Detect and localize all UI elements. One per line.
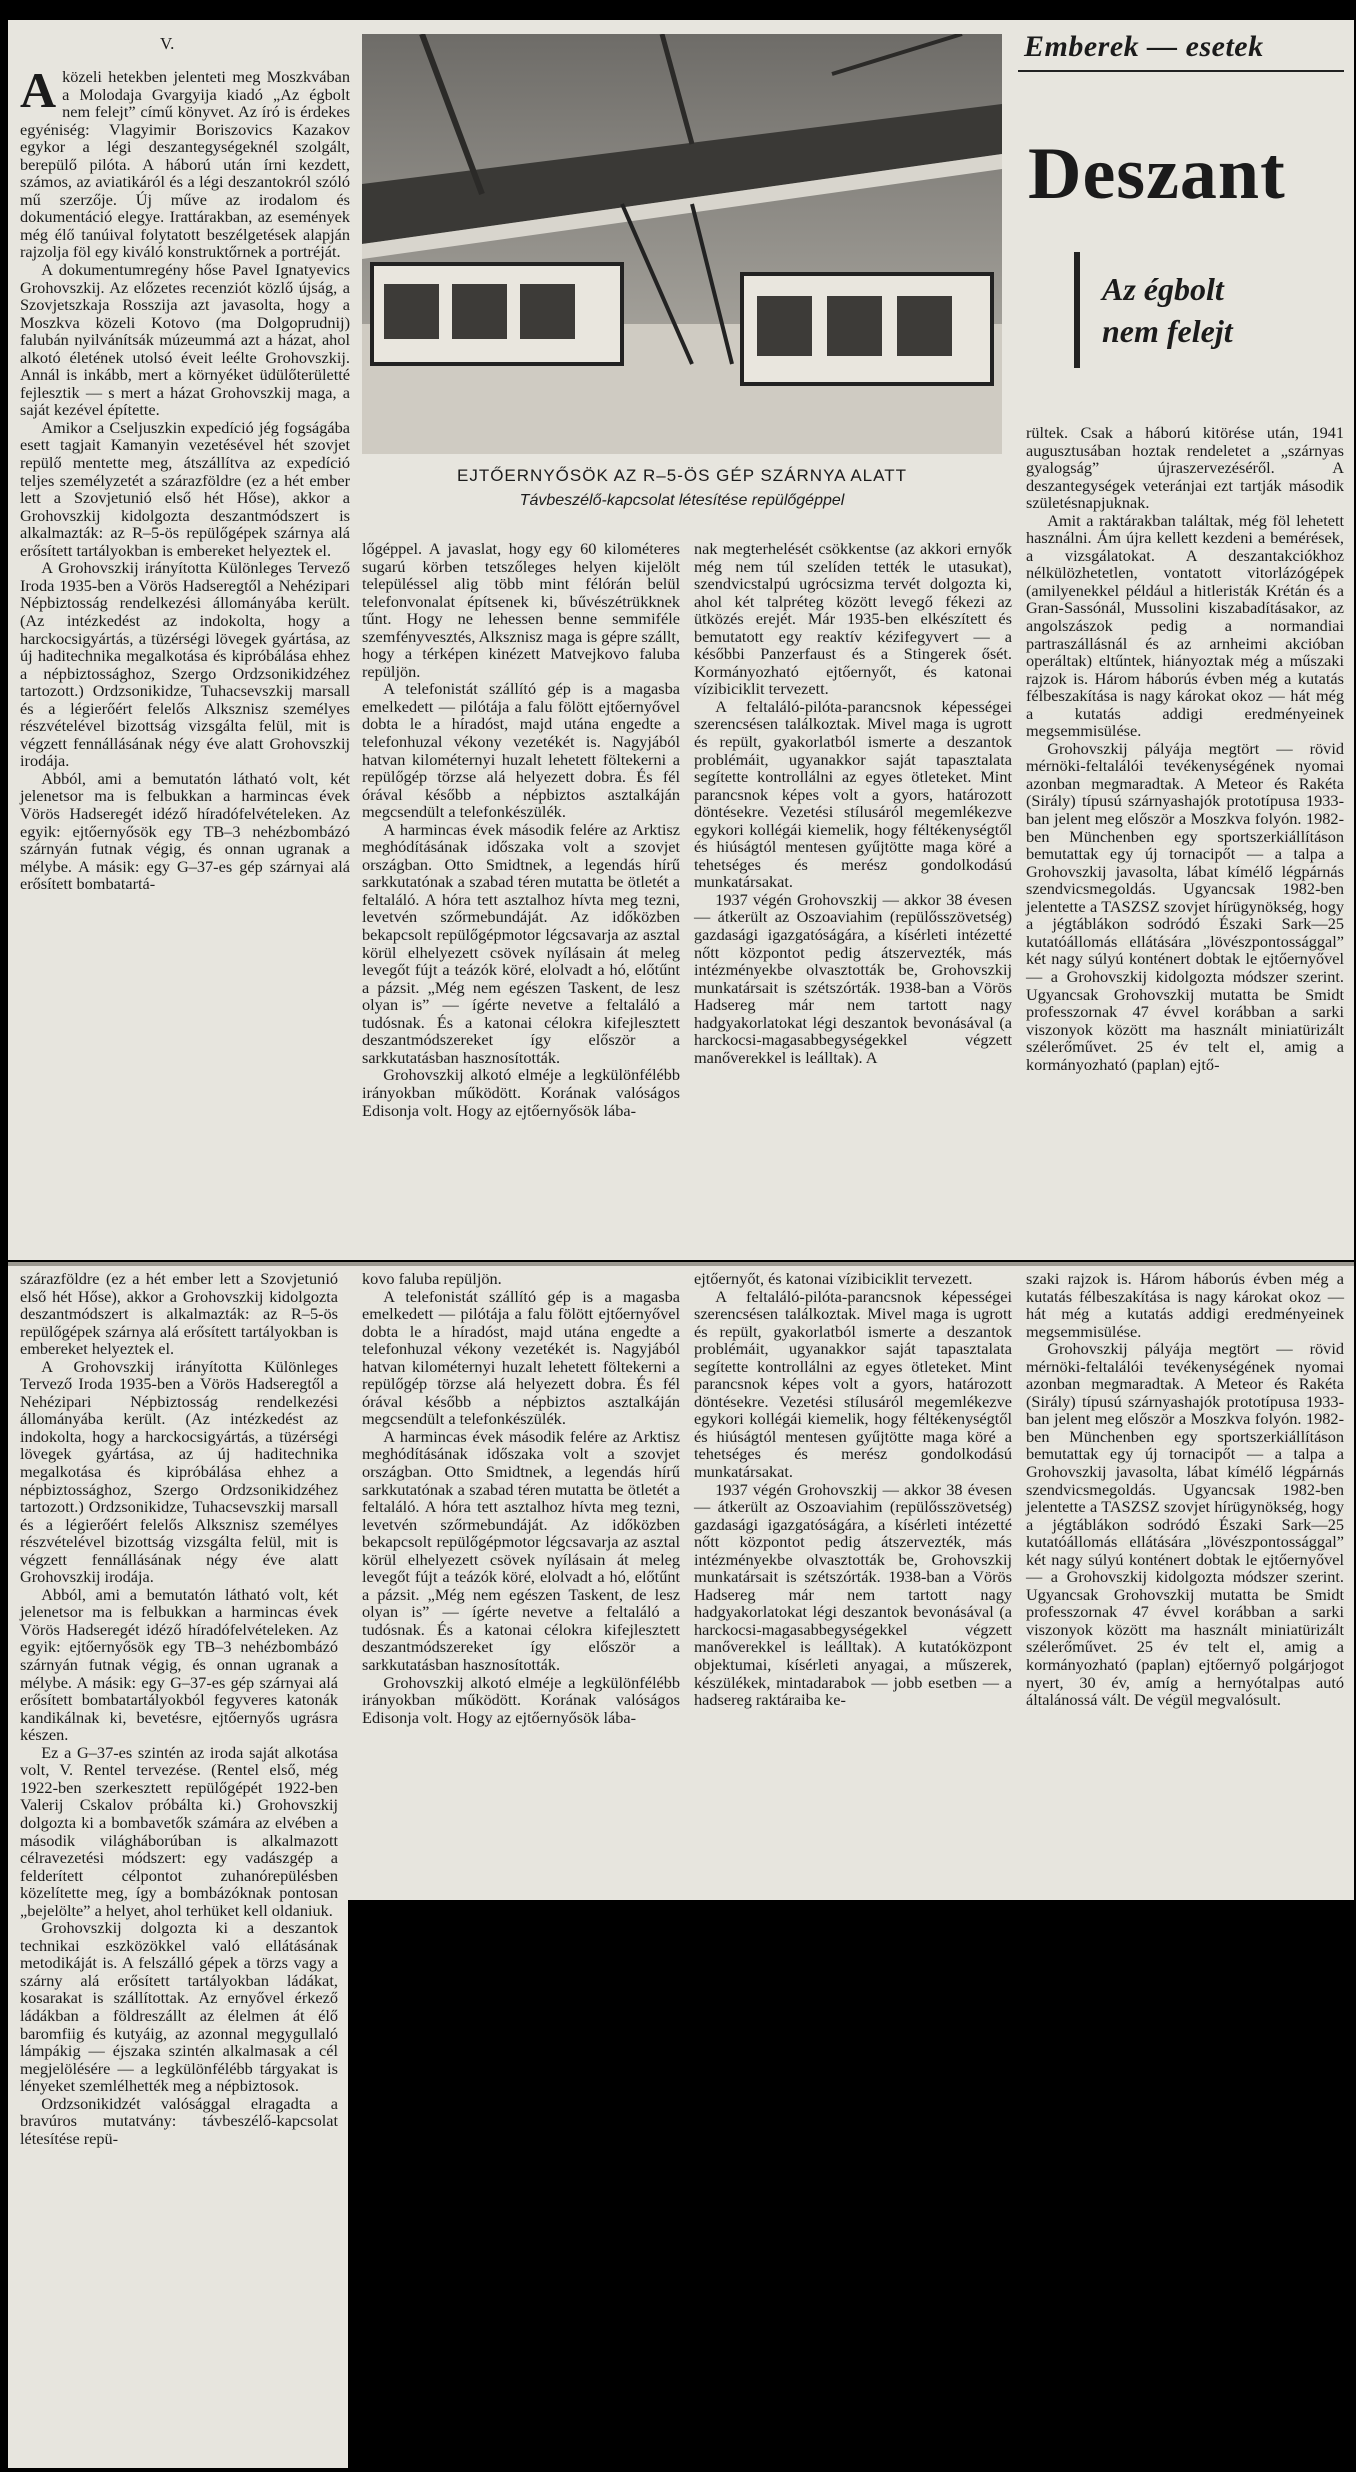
paragraph: Abból, ami a bemutatón látható volt, két jelenetsor ma is felbukkan a harmincas évek Vörös Hadseregét idéző híradófelvételeken. Az egyik: ejtőernyősök egy TB–3 nehézbombázó szárnyán futnak végig, és onnan ugranak a mélybe. A másik: egy G–37-es gép szárnyai alá erősített bombatartá-: [20, 768, 350, 894]
subheadline-line-2: nem felejt: [1102, 313, 1233, 349]
paragraph: Ordzsonikidzét valósággal elragadta a bravúros mutatvány: távbeszélő-kapcsolat létesítése repü-: [20, 2093, 338, 2148]
paragraph: Amit a raktárakban találtak, még föl lehetett használni. Ám újra kellett kezdeni a bemérések, a vizsgálatokat. A deszantakciókhoz nélkülözhetetlen, vontatott vitorlázógépek (amilyenekkel például a hitleristák Krétán és a Gran-Sassónál, Mussolini kiszabadításakor, az angolszászok pedig a normandiai partraszállásnál és az arnheimi akcióban operáltak) eltűntek, hiányoztak még a műszaki rajzok is. Három háborús évben még a kutatás félbeszakítása is nagy károkat okoz — hát még a kutatás addigi eredményeinek megsemmisülése.: [1026, 510, 1344, 741]
paragraph: 1937 végén Grohovszkij — akkor 38 évesen — átkerült az Oszoaviahim (repülősszövetség) gazdasági igazgatóságára, a kísérleti intézetté nőtt központot pedig átszervezték, más intézményekbe olvasztották be, Grohovszkij munkatársait is szétszórták. 1938-ban a Vörös Hadsereg már nem tartott nagy hadgyakorlatokat légi deszantok bevonásával (a harckocsi-magasabbegységekkel végzett manőverekkel is leálltak). A: [694, 889, 1012, 1067]
fold-seam: [8, 1262, 348, 1266]
paragraph: nak megterhelését csökkentse (az akkori ernyők még nem túl szelíden tették le utasukat), szendvicstalpú ugrócsizma tervét dolgozta ki, ahol két talpréteg között levegő fékezi az ütközés erejét. Már 1935-ben elkészített és bemutatott egy reaktív kézifegyvert — a későbbi Panzerfaust és a Stingerek ősét. Kormányozható ejtőernyőt, és katonai vízibiciklit tervezett.: [694, 539, 1012, 699]
paragraph: kovo faluba repüljön.: [362, 1269, 502, 1288]
paragraph: szárazföldre (ez a hét ember lett a Szovjetunió első hét Hőse), akkor a Grohovszkij kidolgozta deszantmódszert is alkalmazták: az R–5-ös repülőgépek szárnya alá erősített tartályokban is embereket helyeztek el.: [20, 1269, 338, 1359]
paragraph: A telefonistát szállító gép is a magasba emelkedett — pilótája a falu fölött ejtőernyővel dobta le a híradóst, majd utána engedte a telefonhuzal vékony vezetékét is. Nagyjából hatvan kilométernyi huzalt lehetett föltekerni a repülőgép törzse alá helyezett dobra. És fél órával később a népbiztos asztalkáján megcsendült a telefonkészülék.: [362, 679, 680, 822]
paragraph: szaki rajzok is. Három háborús évben még a kutatás félbeszakítása is nagy károkat okoz — hát még a kutatás addigi eredményeinek megsemmisülése.: [1026, 1269, 1344, 1341]
paragraph: A harmincas évek második felére az Arktisz meghódításának időszaka volt a szovjet országban. Otto Smidtnek, a legendás hírű sarkkutatónak a szabad téren mutatta be ötletét a feltaláló. A hóra tett asztalhoz hívta meg tezni, levetvén szőrmebundáját. Az időközben bekapcsolt repülőgépmotor légcsavarja az asztal körül elhelyezett csövek nyílásain át meleg levegőt fújt a teázók köré, elolvadt a hó, előtűnt a pázsit. „Még nem egészen Taskent, de lesz olyan is” — ígérte nevetve a feltaláló a tudósnak. És a katonai célokra kifejlesztett deszantmódszereket így először a sarkkutatásban hasznosították.: [362, 1426, 680, 1675]
column-3-top: [694, 540, 1012, 1260]
column-2-top: [362, 540, 680, 1260]
paragraph: rültek. Csak a háború kitörése után, 1941 augusztusában hoztak rendeletet a „szárnyas gyalogság” újraszervezéséről. A deszantegységek veteránjai ezt tartják második születésnapjuknak.: [1026, 423, 1344, 513]
paragraph: A harmincas évek második felére az Arktisz meghódításának időszaka volt a szovjet országban. Otto Smidtnek, a legendás hírű sarkkutatónak a szabad téren mutatta be ötletét a feltaláló. A hóra tett asztalhoz hívta meg tezni, levetvén szőrmebundáját. Az időközben bekapcsolt repülőgépmotor légcsavarja az asztal körül elhelyezett csövek nyílásain át meleg levegőt fújt a teázók köré, elolvadt a hó, előtűnt a pázsit. „Még nem egészen Taskent, de lesz olyan is” — ígérte nevetve a feltaláló a tudósnak. És a katonai célokra kifejlesztett deszantmódszereket így először a sarkkutatásban hasznosították.: [362, 819, 680, 1067]
column-3-bottom: [694, 1270, 1012, 1892]
paragraph: A dokumentumregény hőse Pavel Ignatyevics Grohovszkij. Az előzetes recenziót közlő újság, a Szovjetszkaja Rosszija azt javasolta, hogy a Moszkva közeli Kotovo (ma Dolgoprudnij) falubán nyilvánítsák múzeummá azt a házat, ahol alkotó életének utolsó éveit leélte Grohovszkij. Annál is inkább, mert a környéket üdülőterületté fejlesztik — s mert a házat Grohovszkij maga, a saját kezével építette.: [20, 260, 350, 420]
column-4-top: [1026, 424, 1344, 1260]
photo-subcaption: Távbeszélő-kapcsolat létesítése repülőgéppel: [519, 492, 845, 509]
paragraph: A telefonistát szállító gép is a magasba emelkedett — pilótája a falu fölött ejtőernyővel dobta le a híradóst, majd utána engedte a telefonhuzal vékony vezetékét is. Nagyjából hatvan kilométernyi huzalt lehetett föltekerni a repülőgép törzse alá helyezett dobra. És fél órával később a népbiztos asztalkáján megcsendült a telefonkészülék.: [362, 1286, 680, 1429]
paragraph: Ez a G–37-es szintén az iroda saját alkotása volt, V. Rentel tervezése. (Rentel első, még 1922-ben szerkesztett repülőgépét 1922-ben Valerij Cskalov próbálta ki.) Grohovszkij dolgozta ki a bombavetők számára az elvében a második világháborúban is alkalmazott célravezetési módszert: egy vadászgép a felderített célpontot zuhanórepülésben közelítette meg, így a bombázóknak pontosan „bejelölte” a helyet, ahol terhüket kell oldaniuk.: [20, 1742, 338, 1920]
photo-block: [352, 34, 1012, 520]
subhead-rule: [1074, 252, 1080, 368]
paragraph: 1937 végén Grohovszkij — akkor 38 évesen — átkerült az Oszoaviahim (repülősszövetség) gazdasági igazgatóságára, a kísérleti intézetté nőtt központot pedig átszervezték, más intézményekbe olvasztották be, Grohovszkij munkatársait is szétszórták. 1938-ban a Vörös Hadsereg már nem tartott nagy hadgyakorlatokat légi deszantok bevonásával (a harckocsi-magasabbegységekkel végzett manőverekkel is leálltak). A kutatóközpont objektumai, kísérleti anyagai, a műszerek, készülékek, mintadarabok — jobb esetben — a hadsereg raktáraiba ke-: [694, 1479, 1012, 1710]
paragraph: A feltaláló-pilóta-parancsnok képességei szerencsésen találkoztak. Mivel maga is ugrott és repült, gyakorlatból ismerte a deszantok problémáit, ugyanakkor saját tapasztalata segítette kontrollálni az egyes ötleteket. Mint parancsnok képes volt a gyors, határozott döntésekre. Vezetési stílusáról megemlékezve egykori kollégái kiemelik, hogy féltékenységtől és hiúságtól mentesen gyűjtötte maga köré a tehetséges és merész gondolkodású munkatársakat.: [694, 696, 1012, 892]
paragraph: Grohovszkij alkotó elméje a legkülönfélébb irányokban működött. Korának valóságos Edisonja volt. Hogy az ejtőernyősök lába-: [362, 1672, 680, 1727]
paragraph-text: közeli hetekben jelenteti meg Moszkvában a Molodaja Gvargyija kiadó „Az égbolt nem felejt” című könyvet. Az író is érdekes egyéniség: Vlagyimir Boriszovics Kazakov egykor a légi deszantegységeknél szolgált, berepülő pilóta. A háború után írni kezdett, számos, az aviatikáról és a légi deszantokról szóló mű szerzője. Új műve az irodalom és dokumentáció elegye. Irattárakban, az események még élő tanúival folytatott beszélgetések alapján rajzolja föl egy kiváló konstruktőrnek a portréját.: [20, 67, 350, 262]
photo-parachutists-under-wing: [362, 34, 1002, 454]
paragraph: lőgéppel. A javaslat, hogy egy 60 kilométeres sugarú körben tetszőleges helyen kijelölt településsel alig több mint félórán belül telefonvonalat építsenek ki, bűvészétrükknek tűnt. Hogy ne lehessen benne semmiféle szemfényvesztés, Alksznisz maga is gépre szállt, hogy a térképen kinézett Matvejkovo faluba repüljön.: [362, 539, 680, 681]
paragraph: A feltaláló-pilóta-parancsnok képességei szerencsésen találkoztak. Mivel maga is ugrott és repült, gyakorlatból ismerte a deszantok problémáit, ugyanakkor saját tapasztalata segítette kontrollálni az egyes ötleteket. Mint parancsnok képes volt a gyors, határozott döntésekre. Vezetési stílusáról megemlékezve egykori kollégái kiemelik, hogy féltékenységtől és hiúságtól mentesen gyűjtötte maga köré a tehetséges és merész gondolkodású munkatársakat.: [694, 1286, 1012, 1482]
drop-cap: A: [20, 62, 57, 118]
paragraph: A Grohovszkij irányította Különleges Tervező Iroda 1935-ben a Vörös Hadseregtől a Nehézipari Népbiztosság rendelkezési állományába került. (Az intézkedést az indokolta, hogy a harckocsigyártás, a tüzérségi lövegek gyártása, az új haditechnika megalkotása és kipróbálása ehhez a népbiztossághoz, Szergo Ordzsonikidzéhez tartozott.) Ordzsonikidze, Tuhacsevszkij marsall és a légierőért felelős Alksznisz személyes részvételével bizottság vizsgálta felül, mit is végzett fennállásának négy éve alatt Grohovszkij irodája.: [20, 558, 350, 771]
column-2-bottom: [362, 1270, 680, 1892]
photo-illustration: [362, 34, 1002, 454]
paragraph: Grohovszkij pályája megtört — rövid mérnöki-feltalálói tevékenységének nyomai azonban megmaradtak. A Meteor és Rakéta (Sirály) típusú szárnyashajók prototípusa 1933-ban jelent meg először a Moszkva folyón. 1982-ben Münchenben egy sportszerkiállításon bemutattak egy új tornacipőt — a talpa a Grohovszkij javasolta, lábat kímélő légpárnás szendvicsmegoldás. Ugyancsak 1982-ben jelentette a TASZSZ szovjet hírügynökség, hogy a jégtáblákon sodródó Északi Sark—25 kutatóállomás ellátására „lövészpontossággal” két nagy súlyú konténert dobtak le ejtőernyővel — a Grohovszkij kidolgozta módszer szerint. Ugyancsak Grohovszkij mutatta be Smidt professzornak 47 évvel korábban a sarki viszonyok között ma használt miniatürizált szélerőművet. 25 év telt el, amig a kormányozható (paplan) ejtőernyő polgárjogot nyert, 30 év, amíg a hernyótalpas autó általánossá vált. De végül megvalósult.: [1026, 1339, 1344, 1710]
headline: Deszant: [1028, 133, 1286, 215]
subheadline-line-1: Az égbolt: [1102, 271, 1224, 307]
paragraph: Grohovszkij dolgozta ki a deszantok technikai eszközökkel való ellátásának metodikáját is. A felszálló gépek a törzs vagy a szárny alá erősített tartályokban ládákat, kosarakat is szállítottak. Az ernyővel érkező ládákban a földreszállt az élelmen át élő baromfiig és kutyáig, az azonnal megygullaló lámpákig — éjszaka szintén alkalmasak a cél megjelölésére — a legkülönfélébb tárgyakat is lényeket szemlélhették meg a népbiztosok.: [20, 1918, 338, 2096]
column-4-bottom: [1026, 1270, 1344, 1892]
column-1-bottom: [20, 1270, 338, 2460]
paragraph: Grohovszkij alkotó elméje a legkülönfélébb irányokban működött. Korának valóságos Edisonja volt. Hogy az ejtőernyősök lába-: [362, 1065, 680, 1120]
paragraph: Grohovszkij pályája megtört — rövid mérnöki-feltalálói tevékenységének nyomai azonban megmaradtak. A Meteor és Rakéta (Sirály) típusú szárnyashajók prototípusa 1933-ban jelent meg először a Moszkva folyón. 1982-ben Münchenben egy sportszerkiállításon bemutattak egy új tornacipőt — a talpa a Grohovszkij javasolta, lábat kímélő légpárnás szendvicsmegoldás. Ugyancsak 1982-ben jelentette a TASZSZ szovjet hírügynökség, hogy a jégtáblákon sodródó Északi Sark—25 kutatóállomás ellátására „lövészpontossággal” két nagy súlyú konténert dobtak le ejtőernyővel — a Grohovszkij kidolgozta módszer szerint. Ugyancsak Grohovszkij mutatta be Smidt professzornak 47 évvel korábban a sarki viszonyok között ma használt miniatürizált szélerőművet. 25 év telt el, amig a kormányozható (paplan) ejtő-: [1026, 738, 1344, 1074]
photo-caption: EJTŐERNYŐSÖK AZ R–5-ÖS GÉP SZÁRNYA ALATT: [456, 466, 907, 485]
paragraph: [20, 62, 350, 262]
paragraph: Abból, ami a bemutatón látható volt, két jelenetsor ma is felbukkan a harmincas évek Vörös Hadseregét idéző híradófelvételeken. Az egyik: ejtőernyősök egy TB–3 nehézbombázó szárnyán futnak végig, és onnan ugranak a mélybe. A másik: egy G–37-es gép szárnyai alá erősített bombatartályokból fegyveres katonák kandikálnak ki, bevetésre, ejtőernyős ugrásra készen.: [20, 1584, 338, 1745]
column-1-top: [20, 62, 350, 1260]
rubric-underline: [1018, 70, 1344, 72]
rubric: Emberek — esetek: [1024, 30, 1264, 63]
paragraph: Amikor a Cseljuszkin expedíció jég fogságába esett tagjait Kamanyin vezetésével hét szovjet repülő mentette meg, átszállítva az expedíció teljes személyzetét a szárazföldre (ez a hét ember lett a Szovjetunió első hét Hőse), akkor a Grohovszkij kidolgozta deszantmódszert is alkalmazták: az R–5-ös repülőgépek szárnya alá erősített tartályokban is embereket helyeztek el.: [20, 417, 350, 560]
page-mark: V.: [160, 34, 175, 53]
paragraph: A Grohovszkij irányította Különleges Tervező Iroda 1935-ben a Vörös Hadseregtől a Nehézipari Népbiztosság rendelkezési állományába került. (Az intézkedést az indokolta, hogy a harckocsigyártás, a tüzérségi lövegek gyártása, az új haditechnika megalkotása és kipróbálása ehhez a népbiztossághoz, Szergo Ordzsonikidzéhez tartozott.) Ordzsonikidze, Tuhacsevszkij marsall és a légierőért felelős Alksznisz személyes részvételével bizottság vizsgálta felül, mit is végzett fennállásának négy éve alatt Grohovszkij irodája.: [20, 1356, 338, 1587]
clipping-bottom-narrow: [8, 1262, 348, 2468]
clipping-top: [8, 20, 1354, 1260]
paragraph: ejtőernyőt, és katonai vízibiciklit tervezett.: [694, 1269, 973, 1288]
